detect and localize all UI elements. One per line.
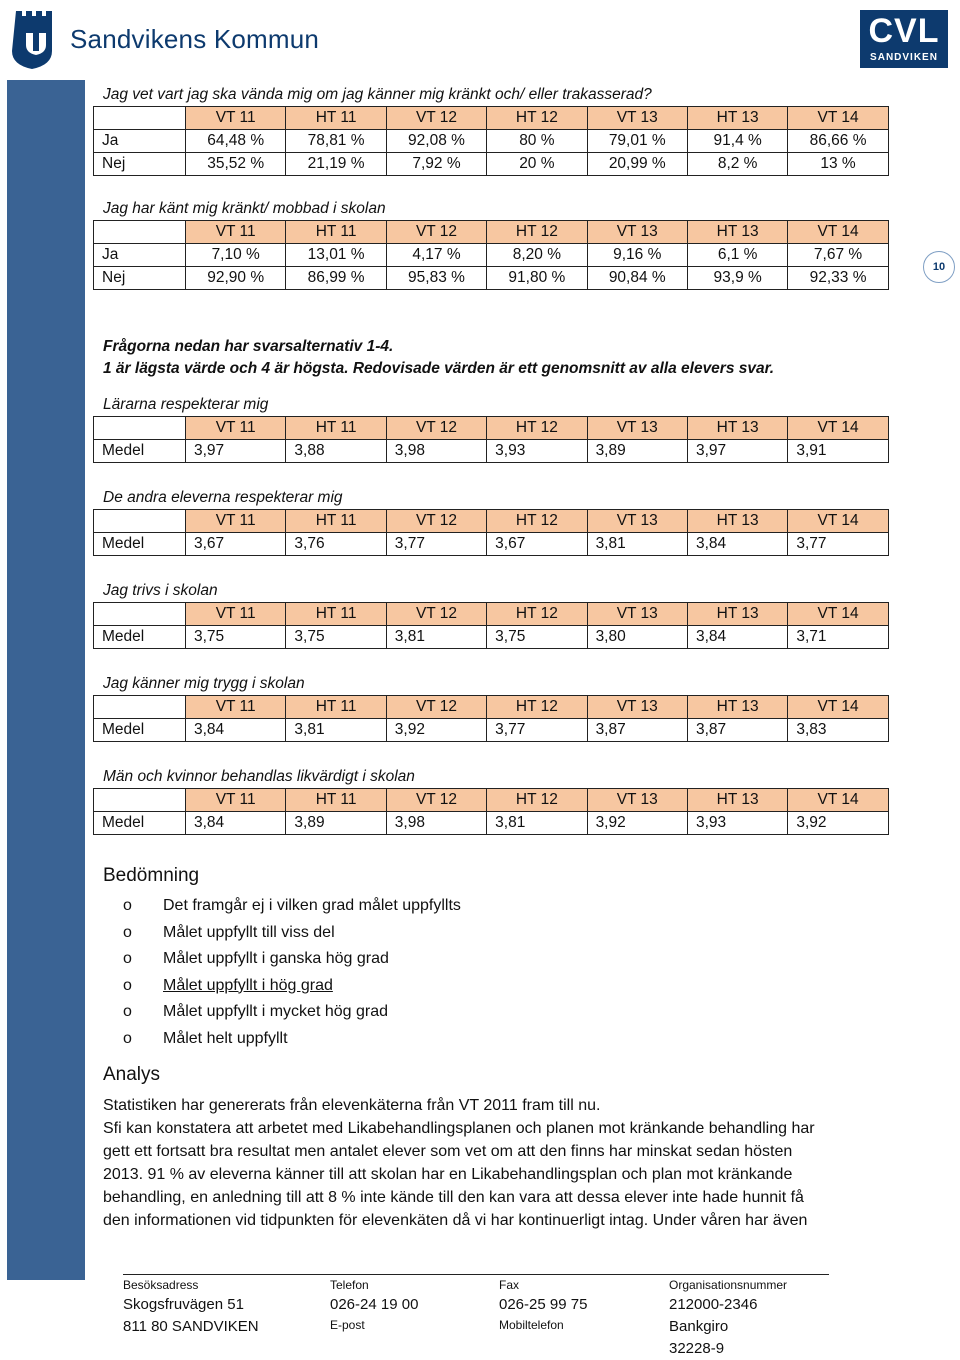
period-header: HT 12: [487, 510, 587, 533]
period-header: HT 11: [286, 696, 386, 719]
table-cell: 3,67: [487, 533, 587, 556]
period-header: VT 14: [788, 510, 888, 533]
period-header: VT 13: [587, 107, 687, 130]
footer-value: 811 80 SANDVIKEN: [123, 1318, 259, 1335]
period-header: HT 12: [487, 696, 587, 719]
table-cell: 91,80 %: [487, 267, 587, 290]
sandviken-logo: [12, 4, 319, 74]
footer-label: Telefon: [330, 1278, 369, 1292]
assessment-heading: Bedömning: [103, 865, 200, 886]
question-title: Lärarna respekterar mig: [103, 396, 269, 413]
table-cell: 3,97: [186, 440, 286, 463]
percent-table: [93, 220, 889, 290]
footer-phone: [330, 1276, 418, 1334]
table-cell: 3,77: [386, 533, 486, 556]
footer-divider: [123, 1274, 829, 1275]
cvl-logo-subtext: SANDVIKEN: [870, 52, 938, 63]
period-header: VT 13: [587, 696, 687, 719]
analysis-text: [93, 1094, 893, 1232]
footer-address: [123, 1276, 259, 1338]
assessment-item-label: Målet uppfyllt i hög grad: [163, 976, 333, 994]
table-cell: 90,84 %: [587, 267, 687, 290]
question-title: Jag har känt mig kränkt/ mobbad i skolan: [103, 200, 386, 217]
question-title: Jag vet vart jag ska vända mig om jag känner mig kränkt och/ eller trakasserad?: [103, 86, 652, 103]
table-cell: 3,93: [687, 812, 787, 835]
assessment-item: [123, 999, 893, 1026]
table-cell: 3,92: [587, 812, 687, 835]
table-cell: 3,75: [286, 626, 386, 649]
period-header: HT 11: [286, 603, 386, 626]
period-header: VT 13: [587, 510, 687, 533]
table-cell: 92,08 %: [386, 130, 486, 153]
table-cell: 3,87: [587, 719, 687, 742]
row-label: Ja: [94, 244, 186, 267]
question-title: Jag känner mig trygg i skolan: [103, 675, 305, 692]
table-cell: 3,77: [487, 719, 587, 742]
table-cell: 79,01 %: [587, 130, 687, 153]
row-label: Nej: [94, 267, 186, 290]
circle-bullet-icon: o: [123, 1029, 132, 1047]
table-cell: 3,92: [788, 812, 888, 835]
period-header: VT 13: [587, 221, 687, 244]
coat-of-arms-icon: [12, 7, 60, 71]
table-header-row: [94, 417, 889, 440]
table-header-row: [94, 510, 889, 533]
table-cell: 3,75: [487, 626, 587, 649]
table-cell: 3,84: [687, 533, 787, 556]
period-header: HT 13: [687, 789, 787, 812]
footer-value: 026-24 19 00: [330, 1296, 419, 1313]
table-cell: 7,92 %: [386, 153, 486, 176]
table-cell: 3,88: [286, 440, 386, 463]
period-header: VT 14: [788, 417, 888, 440]
footer-value: Bankgiro: [669, 1318, 729, 1335]
circle-bullet-icon: o: [123, 950, 132, 967]
assessment-item-label: Det framgår ej i vilken grad målet uppfyllts: [163, 897, 461, 914]
footer-value: 212000-2346: [669, 1296, 758, 1313]
row-label: Medel: [94, 719, 186, 742]
question-title: Jag trivs i skolan: [103, 582, 218, 599]
table-cell: 3,97: [687, 440, 787, 463]
analysis-line: Statistiken har genererats från elevenkäterna från VT 2011 fram till nu.: [103, 1097, 601, 1114]
mean-table: [93, 695, 889, 742]
table-cell: 3,87: [687, 719, 787, 742]
document-content: [93, 84, 893, 1232]
circle-bullet-icon: o: [123, 897, 132, 914]
period-header: HT 12: [487, 789, 587, 812]
period-header: VT 14: [788, 107, 888, 130]
period-header: VT 12: [386, 417, 486, 440]
period-header: VT 13: [587, 789, 687, 812]
footer-label: Mobiltelefon: [499, 1318, 564, 1332]
table-cell: 86,66 %: [788, 130, 888, 153]
table-cell: 64,48 %: [186, 130, 286, 153]
period-header: VT 11: [186, 789, 286, 812]
cvl-logo-text: CVL: [868, 12, 940, 50]
footer-value: 026-25 99 75: [499, 1296, 588, 1313]
intro-text: 1 är lägsta värde och 4 är högsta. Redovisade värden är ett genomsnitt av alla elevers svar.: [103, 360, 775, 377]
intro-text: Frågorna nedan har svarsalternativ 1-4.: [103, 338, 394, 355]
mean-table: [93, 416, 889, 463]
table-cell: 8,20 %: [487, 244, 587, 267]
table-cell: 13 %: [788, 153, 888, 176]
period-header: HT 12: [487, 221, 587, 244]
period-header: HT 12: [487, 603, 587, 626]
footer-value: Skogsfruvägen 51: [123, 1296, 244, 1313]
table-cell: 9,16 %: [587, 244, 687, 267]
row-label: Nej: [94, 153, 186, 176]
period-header: HT 11: [286, 510, 386, 533]
footer-label: E-post: [330, 1318, 365, 1332]
table-cell: 92,33 %: [788, 267, 888, 290]
table-cell: 3,89: [286, 812, 386, 835]
table-cell: 3,84: [186, 719, 286, 742]
analysis-line: Sfi kan konstatera att arbetet med Likabehandlingsplanen och planen mot kränkande behandling har: [103, 1120, 815, 1137]
period-header: VT 14: [788, 789, 888, 812]
table-header-row: [94, 221, 889, 244]
analysis-heading: Analys: [103, 1064, 161, 1085]
question-title: Män och kvinnor behandlas likvärdigt i skolan: [103, 768, 415, 785]
table-cell: 3,93: [487, 440, 587, 463]
table-cell: 3,98: [386, 812, 486, 835]
period-header: HT 12: [487, 107, 587, 130]
table-cell: 3,81: [487, 812, 587, 835]
period-header: VT 14: [788, 221, 888, 244]
table-header-row: [94, 696, 889, 719]
table-cell: 7,67 %: [788, 244, 888, 267]
period-header: HT 13: [687, 107, 787, 130]
table-cell: 21,19 %: [286, 153, 386, 176]
period-header: VT 12: [386, 221, 486, 244]
table-cell: 3,67: [186, 533, 286, 556]
period-header: VT 12: [386, 107, 486, 130]
org-name: Sandvikens Kommun: [70, 23, 320, 54]
mean-table: [93, 788, 889, 835]
circle-bullet-icon: o: [123, 923, 132, 941]
table-cell: 3,81: [587, 533, 687, 556]
row-label: Medel: [94, 533, 186, 556]
period-header: HT 13: [687, 417, 787, 440]
table-cell: 80 %: [487, 130, 587, 153]
period-header: VT 11: [186, 696, 286, 719]
page-number: 10: [923, 251, 955, 283]
mean-tables: [93, 380, 893, 835]
table-cell: 3,92: [386, 719, 486, 742]
table-header-row: [94, 107, 889, 130]
period-header: HT 13: [687, 603, 787, 626]
table-row: [94, 440, 889, 463]
table-cell: 78,81 %: [286, 130, 386, 153]
footer-fax: [499, 1276, 587, 1334]
period-header: VT 13: [587, 603, 687, 626]
period-header: VT 11: [186, 107, 286, 130]
period-header: HT 12: [487, 417, 587, 440]
mean-table: [93, 602, 889, 649]
assessment-item-label: Målet helt uppfyllt: [163, 1029, 288, 1047]
table-cell: 3,91: [788, 440, 888, 463]
table-cell: 3,83: [788, 719, 888, 742]
table-row: [94, 153, 889, 176]
table-cell: 20,99 %: [587, 153, 687, 176]
period-header: VT 14: [788, 603, 888, 626]
table-cell: 3,77: [788, 533, 888, 556]
row-label: Medel: [94, 812, 186, 835]
period-header: VT 14: [788, 696, 888, 719]
period-header: VT 12: [386, 696, 486, 719]
footer-value: 32228-9: [669, 1340, 725, 1357]
period-header: HT 11: [286, 789, 386, 812]
table-row: [94, 812, 889, 835]
row-label: Medel: [94, 626, 186, 649]
table-row: [94, 626, 889, 649]
table-cell: 7,10 %: [186, 244, 286, 267]
period-header: VT 11: [186, 221, 286, 244]
period-header: VT 12: [386, 603, 486, 626]
assessment-item: [123, 973, 893, 1000]
assessment-item: [123, 1026, 893, 1053]
table-cell: 93,9 %: [687, 267, 787, 290]
table-row: [94, 719, 889, 742]
assessment-item: [123, 946, 893, 973]
table-cell: 3,89: [587, 440, 687, 463]
table-cell: 3,80: [587, 626, 687, 649]
period-header: HT 13: [687, 696, 787, 719]
assessment-item: [123, 893, 893, 920]
row-label: Medel: [94, 440, 186, 463]
period-header: HT 13: [687, 510, 787, 533]
cvl-logo: [860, 10, 948, 68]
table-row: [94, 130, 889, 153]
table-cell: 35,52 %: [186, 153, 286, 176]
table-cell: 20 %: [487, 153, 587, 176]
table-cell: 95,83 %: [386, 267, 486, 290]
table-cell: 91,4 %: [687, 130, 787, 153]
assessment-item-label: Målet uppfyllt i mycket hög grad: [163, 1003, 388, 1020]
assessment-item: [123, 920, 893, 947]
footer-label: Besöksadress: [123, 1278, 199, 1292]
period-header: VT 11: [186, 417, 286, 440]
table-cell: 3,84: [186, 812, 286, 835]
table-row: [94, 244, 889, 267]
mean-table: [93, 509, 889, 556]
table-row: [94, 267, 889, 290]
period-header: HT 11: [286, 107, 386, 130]
table-row: [94, 533, 889, 556]
circle-bullet-icon: o: [123, 976, 132, 994]
table-cell: 3,84: [687, 626, 787, 649]
period-header: VT 12: [386, 789, 486, 812]
assessment-item-label: Målet uppfyllt till viss del: [163, 923, 335, 941]
period-header: HT 11: [286, 417, 386, 440]
analysis-line: 2013. 91 % av eleverna känner till att skolan har en Likabehandlingsplan och plan mot kränkande: [103, 1166, 793, 1183]
table-cell: 13,01 %: [286, 244, 386, 267]
circle-bullet-icon: o: [123, 1003, 132, 1020]
period-header: VT 13: [587, 417, 687, 440]
percent-table: [93, 106, 889, 176]
table-cell: 8,2 %: [687, 153, 787, 176]
period-header: VT 11: [186, 510, 286, 533]
table-cell: 3,81: [286, 719, 386, 742]
table-cell: 92,90 %: [186, 267, 286, 290]
period-header: HT 11: [286, 221, 386, 244]
question-title: De andra eleverna respekterar mig: [103, 489, 343, 506]
assessment-list: [93, 893, 893, 1052]
assessment-item-label: Målet uppfyllt i ganska hög grad: [163, 950, 389, 967]
analysis-line: behandling, en anledning till att 8 % inte kände till den kan vara att dessa elever inte hade hunnit få: [103, 1189, 804, 1206]
analysis-line: gett ett fortsatt bra resultat men antalet elever som vet om att den finns har minskat sedan hösten: [103, 1143, 793, 1160]
table-cell: 3,76: [286, 533, 386, 556]
analysis-line: den informationen vid tidpunkten för elevenkäten då vi har kontinuerligt intag. Under våren har även: [103, 1212, 808, 1229]
sidebar-band: [7, 80, 85, 1280]
table-cell: 3,81: [386, 626, 486, 649]
row-label: Ja: [94, 130, 186, 153]
period-header: VT 11: [186, 603, 286, 626]
table-cell: 3,75: [186, 626, 286, 649]
table-cell: 3,98: [386, 440, 486, 463]
table-cell: 3,71: [788, 626, 888, 649]
table-cell: 86,99 %: [286, 267, 386, 290]
footer-label: Fax: [499, 1278, 520, 1292]
table-cell: 6,1 %: [687, 244, 787, 267]
period-header: VT 12: [386, 510, 486, 533]
table-cell: 4,17 %: [386, 244, 486, 267]
table-header-row: [94, 603, 889, 626]
period-header: HT 13: [687, 221, 787, 244]
table-header-row: [94, 789, 889, 812]
footer-org: [669, 1276, 787, 1360]
footer-label: Organisationsnummer: [669, 1278, 788, 1292]
